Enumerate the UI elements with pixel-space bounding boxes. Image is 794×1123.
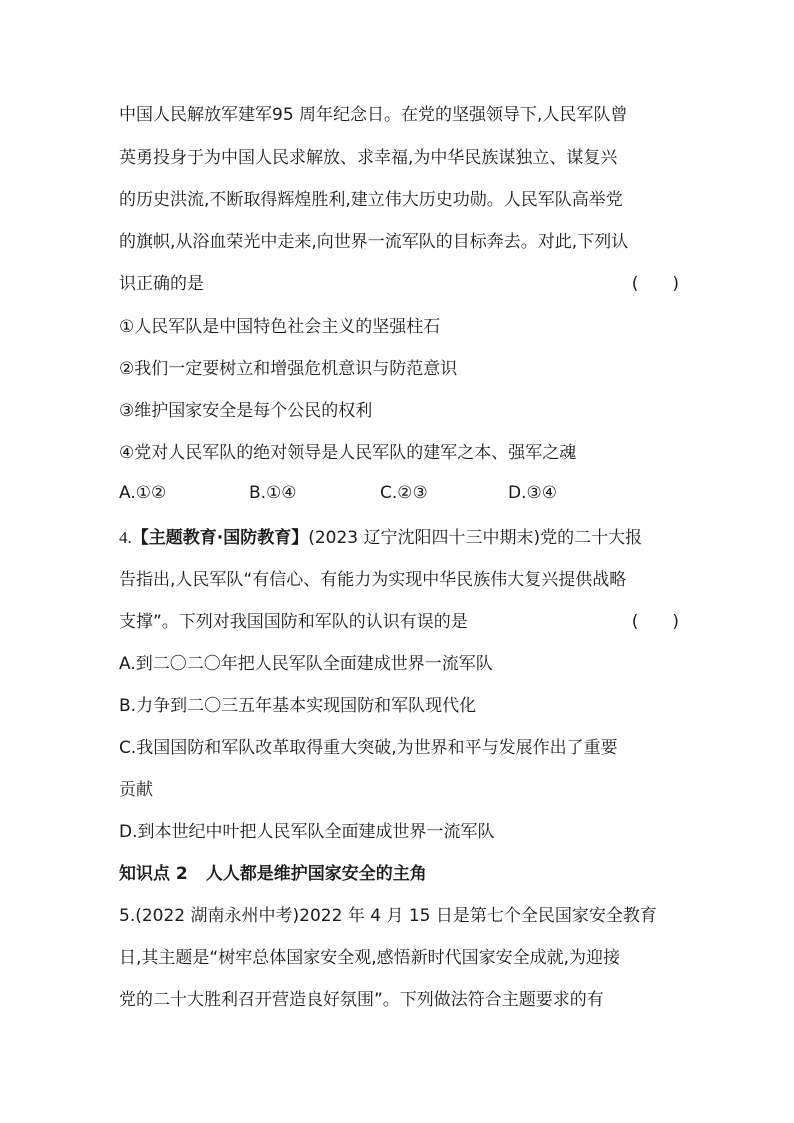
q3-statement: ①人民军队是中国特色社会主义的坚强柱石	[119, 317, 441, 337]
section-title: 人人都是维护国家安全的主角	[205, 864, 427, 884]
q3-statement: ④党对人民军队的绝对领导是人民军队的建军之本、强军之魂	[119, 443, 577, 463]
q3-choice-c: C.②③	[380, 483, 428, 503]
q3-statement: ③维护国家安全是每个公民的权利	[119, 401, 373, 421]
q5-stem-line: 党的二十大胜利召开营造良好氛围”。下列做法符合主题要求的有	[119, 990, 604, 1010]
q4-topic-tag: 【主题教育·国防教育】	[131, 528, 309, 548]
q3-choice-a: A.①②	[119, 483, 167, 503]
q4-stem-line: 支撑”。下列对我国国防和军队的认识有误的是 ( )	[119, 612, 679, 632]
q4-option-b: B.力争到二〇三五年基本实现国防和军队现代化	[119, 696, 477, 716]
q4-option-a: A.到二〇二〇年把人民军队全面建成世界一流军队	[119, 654, 493, 674]
q4-option-c-cont: 贡献	[119, 780, 153, 800]
q3-answer-bracket: ( )	[631, 274, 679, 294]
q4-answer-bracket: ( )	[631, 612, 679, 632]
q4-option-c: C.我国国防和军队改革取得重大突破,为世界和平与发展作出了重要	[119, 738, 618, 758]
section-label: 知识点 2	[119, 864, 188, 884]
q3-stem-line: 中国人民解放军建军95 周年纪念日。在党的坚强领导下,人民军队曾	[119, 105, 628, 125]
q3-stem-line: 识正确的是 ( )	[119, 274, 679, 294]
q4-stem-line: 告指出,人民军队“有信心、有能力为实现中华民族伟大复兴提供战略	[119, 570, 627, 590]
section-heading	[119, 863, 679, 885]
q5-stem-line: 5.(2022 湖南永州中考)2022 年 4 月 15 日是第七个全民国家安全教育	[119, 906, 657, 926]
q5-stem-line: 日,其主题是“树牢总体国家安全观,感悟新时代国家安全成就,为迎接	[119, 948, 621, 968]
q3-choice-b: B.①④	[249, 483, 297, 503]
q3-stem-line: 的历史洪流,不断取得辉煌胜利,建立伟大历史功勋。人民军队高举党	[119, 190, 623, 210]
q3-statement: ②我们一定要树立和增强危机意识与防范意识	[119, 359, 458, 379]
q4-stem-line: 4.【主题教育·国防教育】(2023 辽宁沈阳四十三中期末)党的二十大报	[119, 528, 643, 548]
q4-option-d: D.到本世纪中叶把人民军队全面建成世界一流军队	[119, 822, 495, 842]
q3-stem-line: 英勇投身于为中国人民求解放、求幸福,为中华民族谋独立、谋复兴	[119, 148, 618, 168]
q3-choice-d: D.③④	[508, 483, 557, 503]
q3-stem-line: 的旗帜,从浴血荣光中走来,向世界一流军队的目标奔去。对此,下列认	[119, 232, 629, 252]
q4-number: 4.	[119, 528, 132, 547]
